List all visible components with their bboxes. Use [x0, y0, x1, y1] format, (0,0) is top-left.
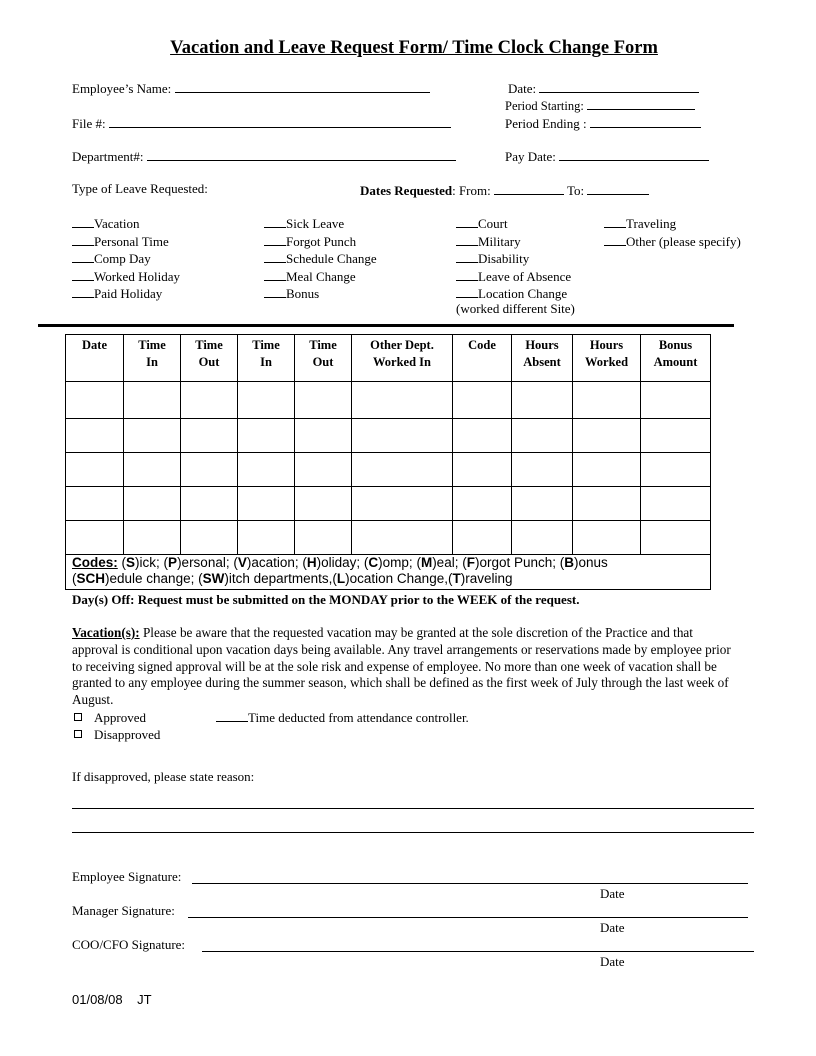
column-header-text: Date	[82, 338, 107, 352]
code-text: (	[198, 571, 203, 586]
column-header-date	[66, 335, 124, 382]
code-text: )ocation Change,	[345, 571, 448, 586]
leave-option-traveling	[604, 215, 741, 233]
leave-option-forgot-punch	[264, 233, 377, 251]
table-cell[interactable]	[352, 487, 453, 521]
column-header-code	[453, 335, 512, 382]
column-header-text: In	[146, 355, 158, 369]
leave-option-label: Military	[478, 233, 521, 249]
location-change-note: (worked different Site)	[456, 301, 575, 316]
code-letter: P	[168, 555, 178, 570]
disapproved-reason-label: If disapproved, please state reason:	[72, 769, 255, 784]
leave-option-label: Schedule Change	[286, 251, 377, 266]
coo-signature-line[interactable]	[202, 951, 754, 952]
leave-option-blank[interactable]	[456, 233, 478, 246]
time-deducted-label: Time deducted from attendance controller.	[248, 710, 469, 725]
code-text: (	[302, 555, 307, 570]
table-cell[interactable]	[295, 419, 352, 453]
code-text: (	[416, 555, 421, 570]
column-header-other-dept-worked-in	[352, 335, 453, 382]
table-cell[interactable]	[453, 453, 512, 487]
table-row	[66, 487, 711, 521]
date-row	[508, 79, 699, 97]
code-text: )raveling	[460, 571, 513, 586]
column-header-text: Out	[312, 355, 334, 369]
leave-option-blank[interactable]	[456, 250, 478, 263]
table-cell[interactable]	[352, 382, 453, 419]
table-cell[interactable]	[66, 487, 124, 521]
table-cell[interactable]	[641, 453, 711, 487]
leave-type-label: Type of Leave Requested:	[72, 181, 208, 196]
code-letter: L	[336, 571, 346, 586]
code-text: (	[559, 555, 565, 570]
table-cell[interactable]	[295, 382, 352, 419]
table-cell[interactable]	[181, 419, 238, 453]
table-cell[interactable]	[512, 453, 573, 487]
code-letter: S	[126, 555, 136, 570]
time-deducted-row	[216, 710, 469, 726]
leave-column-3	[456, 215, 571, 303]
table-cell[interactable]	[238, 419, 295, 453]
period-starting-field[interactable]	[587, 96, 695, 110]
dates-requested-row	[360, 181, 649, 199]
vacation-label: Vacation(s):	[72, 625, 140, 640]
leave-option-label: Disability	[478, 251, 530, 266]
column-header-text: Absent	[523, 355, 561, 369]
code-text: (	[121, 555, 127, 570]
code-letter: SW	[202, 571, 225, 586]
table-cell[interactable]	[641, 419, 711, 453]
leave-option-blank[interactable]	[72, 268, 94, 281]
approved-checkbox[interactable]	[74, 713, 82, 721]
table-cell[interactable]	[573, 382, 641, 419]
column-header-time-out	[181, 335, 238, 382]
leave-option-leave-of-absence	[456, 268, 571, 286]
code-letter: F	[466, 555, 475, 570]
leave-option-court	[456, 215, 571, 233]
code-text: )oliday;	[316, 555, 364, 570]
column-header-time-in	[124, 335, 181, 382]
employee-name-row	[72, 79, 430, 97]
leave-option-blank[interactable]	[604, 215, 626, 228]
pay-date-label: Pay Date:	[505, 149, 556, 164]
from-field[interactable]	[494, 181, 564, 195]
column-header-time-out	[295, 335, 352, 382]
leave-option-blank[interactable]	[456, 215, 478, 228]
leave-option-personal-time	[72, 233, 180, 251]
table-cell[interactable]	[238, 487, 295, 521]
pay-date-row	[505, 147, 709, 165]
vacation-policy	[72, 625, 742, 709]
leave-option-schedule-change	[264, 250, 377, 268]
table-cell[interactable]	[512, 382, 573, 419]
leave-option-worked-holiday	[72, 268, 180, 286]
column-header-text: Worked In	[372, 355, 431, 369]
footer	[72, 992, 152, 1007]
code-text: )acation;	[246, 555, 303, 570]
from-label: : From:	[452, 183, 491, 198]
disapproved-label: Disapproved	[94, 727, 161, 742]
leave-option-blank[interactable]	[264, 233, 286, 246]
table-cell[interactable]	[573, 453, 641, 487]
footer-initials: JT	[137, 992, 152, 1007]
leave-option-military	[456, 233, 571, 251]
column-header-text: Bonus	[658, 338, 693, 352]
column-header-text: Code	[468, 338, 496, 352]
to-field[interactable]	[587, 181, 649, 195]
manager-signature-line[interactable]	[188, 917, 748, 918]
approved-label: Approved	[94, 710, 146, 725]
table-cell[interactable]	[181, 382, 238, 419]
table-row	[66, 419, 711, 453]
approved-row	[74, 710, 146, 726]
leave-option-blank[interactable]	[604, 233, 626, 246]
leave-option-label: Paid Holiday	[94, 286, 163, 301]
employee-signature-label: Employee Signature:	[72, 869, 182, 884]
table-cell[interactable]	[181, 521, 238, 555]
code-text: )itch departments,	[224, 571, 333, 586]
table-cell[interactable]	[124, 487, 181, 521]
manager-date-label: Date	[600, 920, 625, 935]
table-cell[interactable]	[453, 382, 512, 419]
code-letter: SCH	[76, 571, 106, 586]
table-cell[interactable]	[352, 453, 453, 487]
reason-line-1[interactable]	[72, 808, 754, 809]
leave-column-1	[72, 215, 180, 303]
manager-signature-label: Manager Signature:	[72, 903, 175, 918]
day-off-notice: Day(s) Off: Request must be submitted on the MONDAY prior to the WEEK of the request.	[72, 592, 580, 607]
leave-option-bonus	[264, 285, 377, 303]
table-cell[interactable]	[573, 487, 641, 521]
employee-signature-line[interactable]	[192, 883, 748, 884]
table-row	[66, 521, 711, 555]
table-cell[interactable]	[124, 382, 181, 419]
table-cell[interactable]	[181, 487, 238, 521]
code-text: (	[363, 555, 369, 570]
column-header-text: In	[260, 355, 272, 369]
period-ending-label: Period Ending :	[505, 116, 587, 131]
to-label: To:	[567, 183, 585, 198]
table-cell[interactable]	[181, 453, 238, 487]
leave-option-label: Forgot Punch	[286, 233, 357, 249]
dates-requested-label: Dates Requested	[360, 183, 453, 198]
employee-date-label: Date	[600, 886, 625, 901]
leave-option-sick-leave	[264, 215, 377, 233]
date-label: Date:	[508, 81, 537, 96]
table-row	[66, 453, 711, 487]
column-header-bonus-amount	[641, 335, 711, 382]
table-cell[interactable]	[641, 521, 711, 555]
period-ending-row	[505, 114, 701, 132]
table-cell[interactable]	[66, 521, 124, 555]
leave-option-blank[interactable]	[264, 215, 286, 228]
code-letter: M	[420, 555, 433, 570]
department-field[interactable]	[147, 147, 456, 161]
code-text: )eal;	[432, 555, 463, 570]
table-cell[interactable]	[453, 419, 512, 453]
time-deducted-field[interactable]	[216, 710, 248, 722]
file-row	[72, 114, 451, 132]
leave-option-blank[interactable]	[72, 285, 94, 298]
column-header-hours-worked	[573, 335, 641, 382]
leave-option-label: Personal Time	[94, 233, 169, 249]
code-text: )ersonal;	[177, 555, 234, 570]
leave-option-label: Bonus	[286, 286, 320, 301]
period-ending-field[interactable]	[590, 114, 701, 128]
column-header-hours-absent	[512, 335, 573, 382]
column-header-text: Time	[309, 338, 337, 352]
leave-option-paid-holiday	[72, 285, 180, 303]
table-cell[interactable]	[295, 521, 352, 555]
code-text: (	[462, 555, 467, 570]
leave-option-label: Court	[478, 216, 508, 231]
table-cell[interactable]	[238, 382, 295, 419]
section-divider	[38, 324, 734, 327]
table-cell[interactable]	[124, 419, 181, 453]
period-starting-row	[505, 96, 695, 114]
time-table	[65, 334, 711, 590]
table-cell[interactable]	[512, 521, 573, 555]
table-cell[interactable]	[66, 382, 124, 419]
employee-name-field[interactable]	[175, 79, 430, 93]
reason-line-2[interactable]	[72, 832, 754, 833]
table-cell[interactable]	[641, 382, 711, 419]
code-text: )onus	[574, 555, 608, 570]
code-text: )edule change;	[105, 571, 199, 586]
leave-option-blank[interactable]	[456, 285, 478, 298]
department-label: Department#:	[72, 149, 144, 164]
leave-option-blank[interactable]	[264, 285, 286, 298]
disapproved-row	[74, 727, 160, 743]
code-text: (	[233, 555, 238, 570]
column-header-time-in	[238, 335, 295, 382]
department-row	[72, 147, 456, 165]
table-cell[interactable]	[453, 521, 512, 555]
leave-option-other-please-specify	[604, 233, 741, 251]
leave-option-label: Vacation	[94, 216, 140, 231]
file-label: File #:	[72, 116, 106, 131]
code-text: (	[163, 555, 169, 570]
leave-option-label: Leave of Absence	[478, 268, 572, 284]
leave-option-comp-day	[72, 250, 180, 268]
table-header-row	[66, 335, 711, 382]
column-header-text: Out	[198, 355, 220, 369]
table-cell[interactable]	[124, 453, 181, 487]
codes-legend	[66, 555, 711, 590]
leave-option-location-change	[456, 285, 571, 303]
code-letter: C	[368, 555, 379, 570]
code-text: )omp;	[378, 555, 417, 570]
leave-option-blank[interactable]	[72, 250, 94, 263]
pay-date-field[interactable]	[559, 147, 709, 161]
column-header-text: Hours	[589, 338, 624, 352]
column-header-text: Time	[138, 338, 166, 352]
table-cell[interactable]	[295, 453, 352, 487]
table-cell[interactable]	[573, 521, 641, 555]
column-header-text: Amount	[653, 355, 698, 369]
leave-option-vacation	[72, 215, 180, 233]
leave-option-blank[interactable]	[456, 268, 478, 281]
code-letter: V	[237, 555, 247, 570]
code-text: )orgot Punch;	[474, 555, 560, 570]
table-cell[interactable]	[66, 419, 124, 453]
column-header-text: Time	[195, 338, 223, 352]
code-letter: B	[564, 555, 574, 570]
leave-option-label: Comp Day	[94, 251, 151, 266]
disapproved-checkbox[interactable]	[74, 730, 82, 738]
period-starting-label: Period Starting:	[505, 99, 584, 113]
table-cell[interactable]	[66, 453, 124, 487]
table-cell[interactable]	[295, 487, 352, 521]
table-cell[interactable]	[352, 419, 453, 453]
code-text: )ick;	[135, 555, 164, 570]
table-cell[interactable]	[512, 487, 573, 521]
leave-column-4	[604, 215, 741, 250]
coo-signature-label: COO/CFO Signature:	[72, 937, 186, 952]
table-cell[interactable]	[238, 521, 295, 555]
leave-option-label: Worked Holiday	[94, 268, 180, 284]
column-header-text: Other Dept.	[370, 338, 434, 352]
code-letter: T	[452, 571, 461, 586]
leave-option-label: Location Change	[478, 286, 568, 301]
code-text: (	[447, 571, 453, 586]
code-text: (	[332, 571, 337, 586]
leave-option-disability	[456, 250, 571, 268]
leave-option-blank[interactable]	[264, 250, 286, 263]
column-header-text: Worked	[584, 355, 629, 369]
vacation-text: Please be aware that the requested vacation may be granted at the sole discretion of the Practice and that approval is conditional upon vacation days being available. Any travel arrangements or reservations made by employee prior to receiving signed approval will be at the sole risk and expense of employee. No more than one week of vacation shall be granted to any employee during the summer season, which shall be defined as the first week of July through the last week of August.	[72, 625, 731, 708]
table-cell[interactable]	[512, 419, 573, 453]
table-cell[interactable]	[352, 521, 453, 555]
file-field[interactable]	[109, 114, 451, 128]
footer-date: 01/08/08	[72, 992, 123, 1007]
leave-option-label: Other (please specify)	[626, 233, 741, 249]
leave-option-label: Meal Change	[286, 268, 356, 284]
leave-option-blank[interactable]	[72, 215, 94, 228]
table-cell[interactable]	[453, 487, 512, 521]
table-cell[interactable]	[238, 453, 295, 487]
leave-option-meal-change	[264, 268, 377, 286]
leave-option-label: Sick Leave	[286, 216, 345, 231]
table-row	[66, 382, 711, 419]
code-text: (	[72, 571, 77, 586]
table-cell[interactable]	[641, 487, 711, 521]
codes-label: Codes:	[72, 555, 118, 570]
leave-option-blank[interactable]	[264, 268, 286, 281]
leave-column-2	[264, 215, 377, 303]
page-title: Vacation and Leave Request Form/ Time Clock Change Form	[170, 38, 658, 58]
employee-name-label: Employee’s Name:	[72, 81, 172, 96]
column-header-text: Time	[252, 338, 280, 352]
coo-date-label: Date	[600, 954, 625, 969]
leave-option-label: Traveling	[626, 216, 677, 231]
table-cell[interactable]	[124, 521, 181, 555]
date-field[interactable]	[539, 79, 699, 93]
leave-option-blank[interactable]	[72, 233, 94, 246]
code-letter: H	[306, 555, 317, 570]
table-cell[interactable]	[573, 419, 641, 453]
column-header-text: Hours	[525, 338, 559, 352]
